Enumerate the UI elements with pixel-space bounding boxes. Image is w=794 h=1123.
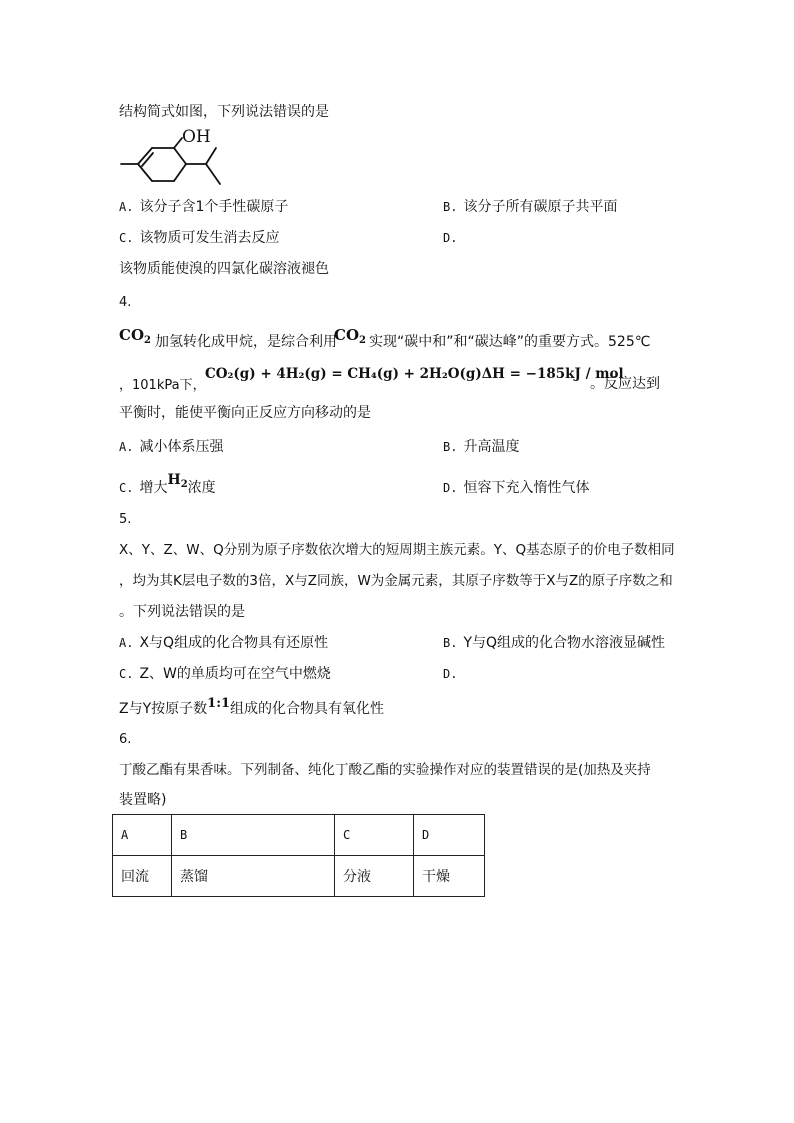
q5-option-b[interactable] bbox=[443, 634, 665, 652]
q5-option-d-text: Z与Y按原子数1:1组成的化合物具有氧化性 bbox=[119, 696, 385, 717]
option-letter: B. bbox=[443, 440, 458, 454]
q4-line1-b: 实现“碳中和”和“碳达峰”的重要方式。525℃ bbox=[369, 334, 651, 350]
option-letter: B. bbox=[443, 200, 458, 214]
option-text: 增大 bbox=[139, 480, 168, 496]
table-row bbox=[113, 856, 485, 897]
q3-option-d[interactable] bbox=[443, 229, 463, 247]
option-letter: D. bbox=[443, 231, 458, 245]
option-letter: D. bbox=[443, 481, 458, 495]
option-text: 该分子含1个手性碳原子 bbox=[139, 199, 289, 215]
option-text: 浓度 bbox=[187, 480, 216, 496]
option-letter: B. bbox=[443, 636, 458, 650]
option-text: 该分子所有碳原子共平面 bbox=[463, 199, 618, 215]
q4-line2-b: 。反应达到 bbox=[590, 376, 660, 392]
q6-number: 6. bbox=[119, 732, 132, 747]
q5-option-d[interactable] bbox=[443, 665, 463, 683]
option-letter: C. bbox=[119, 667, 134, 681]
q5-line3: 。下列说法错误的是 bbox=[119, 604, 245, 620]
q4-line1-a: 加氢转化成甲烷，是综合利用 bbox=[155, 334, 337, 350]
q4-option-c[interactable] bbox=[119, 472, 216, 502]
option-text: X与Q组成的化合物具有还原性 bbox=[139, 635, 329, 651]
q6-line1: 丁酸乙酯有果香味。下列制备、纯化丁酸乙酯的实验操作对应的装置错误的是(加热及夹持 bbox=[119, 762, 651, 778]
q6-line2: 装置略) bbox=[119, 792, 167, 808]
q4-co2-formula: $CO_2$ bbox=[119, 326, 151, 346]
option-letter: D. bbox=[443, 667, 458, 681]
option-text: 恒容下充入惰性气体 bbox=[463, 480, 590, 496]
q3-option-b[interactable] bbox=[443, 198, 617, 216]
q3-option-d-text: 该物质能使溴的四氯化碳溶液褪色 bbox=[119, 261, 329, 277]
q4-option-b[interactable] bbox=[443, 438, 519, 456]
q5-line2: ，均为其K层电子数的3倍，X与Z同族，W为金属元素，其原子序数等于X与Z的原子序数之和 bbox=[119, 573, 673, 589]
table-header-a[interactable]: A bbox=[113, 815, 172, 856]
option-text: 该物质可发生消去反应 bbox=[139, 230, 280, 246]
ratio-formula: 1:1 bbox=[207, 696, 231, 711]
table-header-row bbox=[113, 815, 485, 856]
option-letter: A. bbox=[119, 440, 134, 454]
option-text: Z、W的单质均可在空气中燃烧 bbox=[139, 666, 331, 682]
q3-option-c[interactable] bbox=[119, 229, 279, 247]
q4-co2-formula-2: $CO_2$ bbox=[334, 326, 366, 346]
q6-apparatus-table bbox=[112, 814, 485, 897]
q3-option-a[interactable] bbox=[119, 198, 288, 216]
q4-number: 4. bbox=[119, 295, 132, 310]
q4-line3: 平衡时，能使平衡向正反应方向移动的是 bbox=[119, 405, 371, 421]
table-header-d[interactable]: D bbox=[414, 815, 485, 856]
table-cell-b: 蒸馏 bbox=[172, 856, 335, 897]
q4-equation: CO₂(g) + 4H₂(g) = CH₄(g) + 2H₂O(g)ΔH = −185kJ / mol bbox=[205, 366, 624, 382]
table-header-c[interactable]: C bbox=[335, 815, 414, 856]
hydroxyl-label: OH bbox=[182, 127, 211, 147]
q5-line1: X、Y、Z、W、Q分别为原子序数依次增大的短周期主族元素。Y、Q基态原子的价电子数相同 bbox=[119, 542, 675, 558]
table-cell-a: 回流 bbox=[113, 856, 172, 897]
q4-option-d[interactable] bbox=[443, 479, 589, 497]
q5-option-c[interactable] bbox=[119, 665, 331, 683]
q4-option-a[interactable] bbox=[119, 438, 223, 456]
table-cell-c: 分液 bbox=[335, 856, 414, 897]
h2-formula: $H_2$ bbox=[167, 472, 188, 490]
q4-line2-a: ，101kPa下， bbox=[119, 378, 206, 393]
option-text: Y与Q组成的化合物水溶液显碱性 bbox=[463, 635, 666, 651]
option-letter: C. bbox=[119, 231, 134, 245]
q3-stem: 结构简式如图，下列说法错误的是 bbox=[119, 104, 329, 120]
option-text: 减小体系压强 bbox=[139, 439, 224, 455]
option-letter: A. bbox=[119, 636, 134, 650]
q3-structure-diagram bbox=[118, 124, 228, 188]
q5-option-a[interactable] bbox=[119, 634, 328, 652]
table-header-b[interactable]: B bbox=[172, 815, 335, 856]
option-text: 升高温度 bbox=[463, 439, 520, 455]
option-letter: A. bbox=[119, 200, 134, 214]
table-cell-d: 干燥 bbox=[414, 856, 485, 897]
q5-number: 5. bbox=[119, 512, 132, 527]
option-letter: C. bbox=[119, 481, 134, 495]
